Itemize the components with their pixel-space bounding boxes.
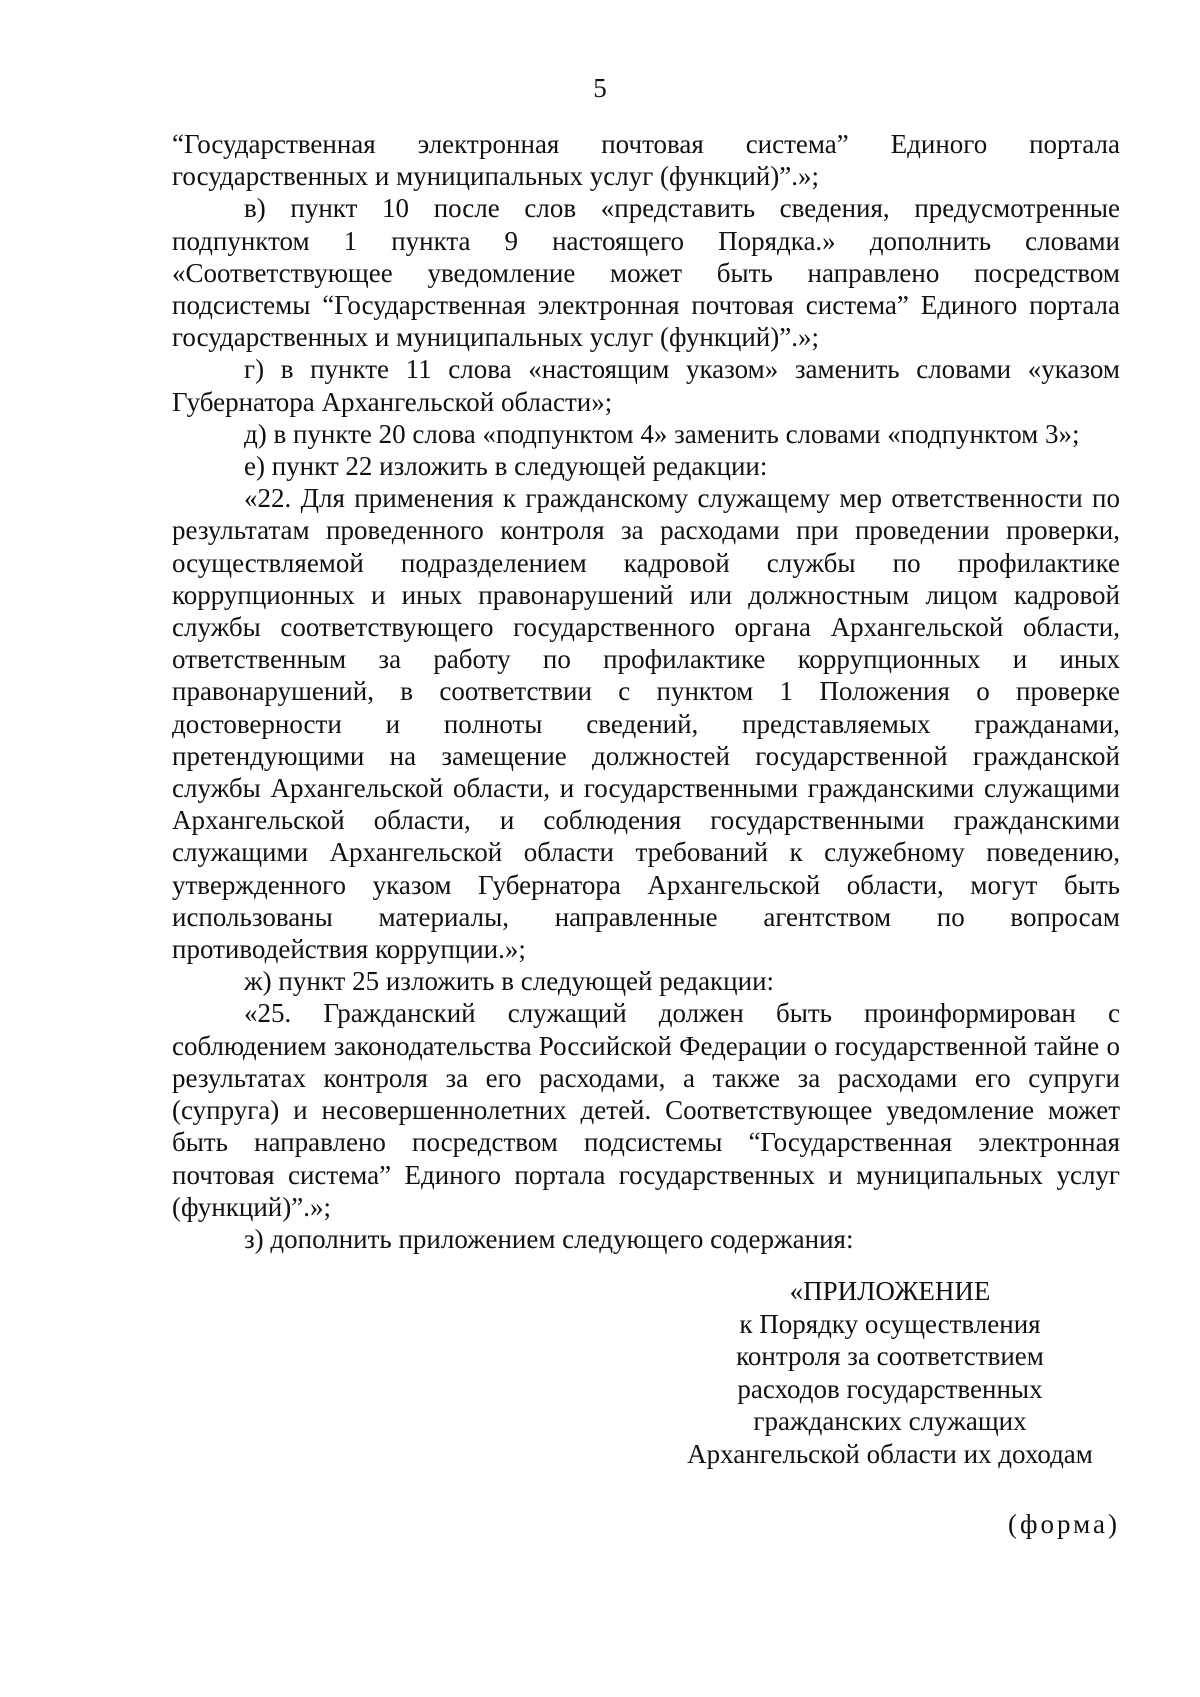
appendix-line: расходов государственных — [737, 1373, 1043, 1404]
appendix-line: к Порядку осуществления — [739, 1308, 1041, 1339]
paragraph-clause-25: «25. Гражданский служащий должен быть проинформирован с соблюдением законодательства Российской Федерации о государственной тайне о результатах контроля за его расходами, а также за расходами его супруги (супруга) и несовершеннолетних детей. Соответствующее уведомление может быть направлено посредством подсистемы “Государственная электронная почтовая система” Единого портала государственных и муниципальных услуг (функций)”.»; — [172, 998, 1120, 1222]
appendix-title: «ПРИЛОЖЕНИЕ — [789, 1276, 991, 1306]
paragraph-item-e: е) пункт 22 изложить в следующей редакции: — [244, 451, 768, 482]
paragraph-item-zh: ж) пункт 25 изложить в следующей редакции: — [244, 966, 775, 997]
paragraph-item-z: з) дополнить приложением следующего содержания: — [244, 1223, 854, 1254]
paragraph-continuation: “Государственная электронная почтовая система” Единого портала государственных и муниципальных услуг (функций)”.»; — [172, 129, 1120, 192]
form-note: (форма) — [1008, 1509, 1120, 1539]
paragraph-clause-22: «22. Для применения к гражданскому служащему мер ответственности по результатам проведенного контроля за расходами при проведении проверки, осуществляемой подразделением кадровой службы по профилактике коррупционных и иных правонарушений или должностным лицом кадровой службы соответствующего государственного органа Архангельской области, ответственным за работу по профилактике коррупционных и иных правонарушений, в соответствии с пунктом 1 Положения о проверке достоверности и полноты сведений, представляемых гражданами, претендующими на замещение должностей государственной гражданской службы Архангельской области, и государственными гражданскими служащими Архангельской области, и соблюдения государственными гражданскими служащими Архангельской области требований к служебному поведению, утвержденного указом Губернатора Архангельской области, могут быть использованы материалы, направленные агентством по вопросам противодействия коррупции.»; — [172, 483, 1120, 965]
appendix-line: гражданских служащих — [753, 1406, 1027, 1436]
appendix-header — [660, 1275, 1120, 1470]
page-number: 5 — [593, 73, 607, 103]
document-body — [172, 128, 1120, 1255]
appendix-line: контроля за соответствием — [736, 1341, 1044, 1371]
paragraph-item-d: д) в пункте 20 слова «подпунктом 4» заменить словами «подпунктом 3»; — [244, 418, 1080, 449]
paragraph-item-v: в) пункт 10 после слов «представить сведения, предусмотренные подпунктом 1 пункта 9 настоящего Порядка.» дополнить словами «Соответствующее уведомление может быть направлено посредством подсистемы “Государственная электронная почтовая система” Единого портала государственных и муниципальных услуг (функций)”.»; — [172, 193, 1120, 353]
appendix-line: Архангельской области их доходам — [687, 1438, 1093, 1469]
paragraph-item-g: г) в пункте 11 слова «настоящим указом» заменить словами «указом Губернатора Архангельской области»; — [172, 354, 1120, 417]
